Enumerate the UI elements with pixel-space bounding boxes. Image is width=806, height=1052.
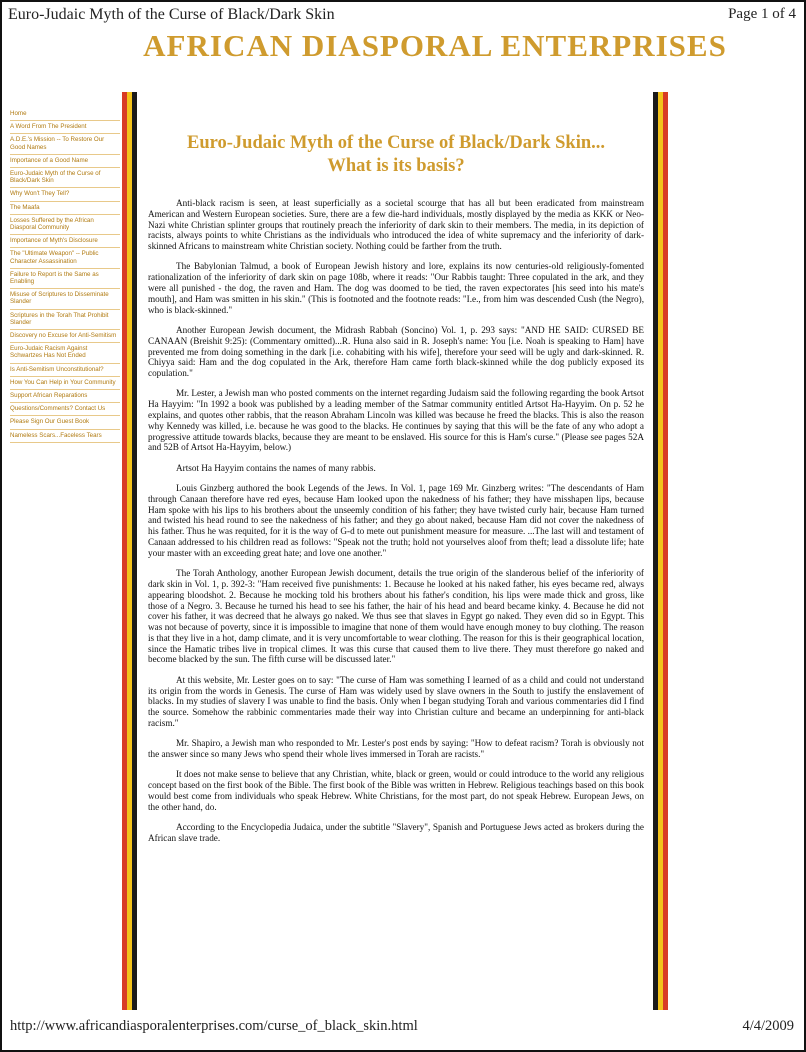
nav-link[interactable]: Importance of Myth's Disclosure [10,235,120,248]
article-paragraph: At this website, Mr. Lester goes on to say: "The curse of Ham was something I learned of as a child and could not understand its origin from the words in Genesis. The curse of Ham was widely used by slave owners in the South to justify the enslavement of blacks. In my studies of slavery I was unable to find the basis. Only when I began studying Torah and various commentaries did I find the source. Somehow the rabbinic commentaries made their way into Christian culture and became an underpinning for anti-black racism." [148,674,644,728]
print-header-title: Euro-Judaic Myth of the Curse of Black/Dark Skin [8,6,335,23]
article-paragraph: Louis Ginzberg authored the book Legends of the Jews. In Vol. 1, page 169 Mr. Ginzberg writes: "The descendants of Ham through Canaan therefore have red eyes, because Ham looked upon the nakedness of his father; they have misshapen lips, because Ham spoke with his lips to his brothers about the unseemly condition of his father; they have twisted curly hair, because Ham turned and twisted his head round to see the nakedness of his father; and they go about naked, because Ham did not cover the nakedness of his father. Thus he was requited, for it is the way of G-d to mete out punishment measure for measure. ...The last will and testament of Canaan addressed to his children read as follows: "Speak not the truth; hold not yourselves aloof from theft; lead a dissolute life; hate your master with an exceeding great hate; and love one another." [148,483,644,558]
nav-link[interactable]: Is Anti-Semitism Unconstitutional? [10,364,120,377]
article-paragraph: Artsot Ha Hayyim contains the names of many rabbis. [176,462,376,473]
nav-link[interactable]: Importance of a Good Name [10,155,120,168]
nav-link[interactable]: Support African Reparations [10,390,120,403]
frame-stripe-black-left [132,92,137,1010]
article-paragraph: According to the Encyclopedia Judaica, under the subtitle "Slavery", Spanish and Portuguese Jews acted as brokers during the African slave trade. [148,822,644,843]
nav-link[interactable]: Home [10,108,120,121]
article-body [148,198,644,844]
site-title: AFRICAN DIASPORAL ENTERPRISES [143,28,727,63]
nav-link[interactable]: A Word From The President [10,121,120,134]
article-title-line1: Euro-Judaic Myth of the Curse of Black/Dark Skin... [187,133,605,153]
article-paragraph: Another European Jewish document, the Midrash Rabbah (Soncino) Vol. 1, p. 293 says: "AND HE SAID: CURSED BE CANAAN (Breishit 9:25): (Commentary omitted)...R. Huna also said in R. Joseph's name: You [i.e. Noah is speaking to Ham] have prevented me from doing something in the dark [i.e. cohabiting with his wife], therefore your seed will be ugly and dark-skinned. R. Chiyya said: Ham and the dog copulated in the Ark, therefore Ham came forth black-skinned while the dog publicly exposed its copulation." [148,324,644,379]
article-paragraph: Anti-black racism is seen, at least superficially as a societal scourge that has all but been eradicated from mainstream American and Western European societies. Sure, there are a few die-hard individuals, mostly displayed by the media as KKK or Neo-Nazi white Christian splinter groups that routinely preach the inferiority of dark skin to their members. The media, in its depiction of racists, always points to white Christians as the individuals who introduced the idea of white supremacy and the inferiority of dark-skinned Africans to mainstream white Christian society. Nothing could be farther from the truth. [148,198,644,252]
article-content [148,98,644,1008]
nav-link[interactable]: The "Ultimate Weapon" -- Public Character Assassination [10,248,120,268]
nav-link[interactable]: Euro-Judaic Myth of the Curse of Black/Dark Skin [10,168,120,188]
frame-stripe-red-right [663,92,668,1010]
article-paragraph: Mr. Lester, a Jewish man who posted comments on the internet regarding Judaism said the following regarding the book Artsot Ha Hayyim: "In 1992 a book was published by a leading member of the Satmar community entitled Artsot Ha-Hayyim. On p. 52 he explains, and quotes other rabbis, that the reason Abraham Lincoln was killed was because he freed the blacks. This is also the reason why Kennedy was killed, i.e. because he was good to the blacks. He continues by saying that this will be the fate of any who adopt a progressive attitude towards blacks, because they are meant to be enslaved. His source for this is Ham's curse." (Please see pages 52A and 52B of Artsot Ha-Hayyim, below.) [148,388,644,453]
nav-link[interactable]: Discovery no Excuse for Anti-Semitism [10,330,120,343]
nav-link[interactable]: How You Can Help in Your Community [10,377,120,390]
nav-link[interactable]: Scriptures in the Torah That Prohibit Slander [10,310,120,330]
print-footer-date: 4/4/2009 [742,1018,794,1034]
print-page-number: Page 1 of 4 [728,6,796,22]
nav-link[interactable]: Please Sign Our Guest Book [10,416,120,429]
nav-link[interactable]: A.D.E.'s Mission -- To Restore Our Good Names [10,134,120,154]
article-paragraph: The Babylonian Talmud, a book of European Jewish history and lore, explains its now centuries-old religiously-fomented rationalization of the inferiority of dark skin on page 108b, where it reads: "Our Rabbis taught: Three copulated in the ark, and they were all punished - the dog, the raven and Ham. The dog was doomed to be tied, the raven expectorates [his seed into his mate's mouth], and Ham was smitten in his skin." (This is footnoted and the footnote reads: "I.e., from him was descended Cush (the Negro), who is black-skinned." [148,261,644,315]
nav-link[interactable]: Losses Suffered by the African Diasporal Community [10,215,120,235]
nav-link[interactable]: Why Won't They Tell? [10,188,120,201]
nav-link[interactable]: Euro-Judaic Racism Against Schwartzes Has Not Ended [10,343,120,363]
print-footer-url: http://www.africandiasporalenterprises.com/curse_of_black_skin.html [10,1018,418,1034]
article-paragraph: It does not make sense to believe that any Christian, white, black or green, would or could introduce to the world any religious concept based on the first book of the Bible. The first book of the Bible was written in Hebrew. Religious teachings based on this book would best come from individuals who speak Hebrew. White Christians, for the most part, do not speak Hebrew. European Jews, on the other hand, do. [148,769,644,812]
nav-link[interactable]: Nameless Scars...Faceless Tears [10,430,120,443]
article-title-line2: What is its basis? [327,156,465,176]
nav-link[interactable]: Questions/Comments? Contact Us [10,403,120,416]
nav-link[interactable]: Misuse of Scriptures to Disseminate Slander [10,289,120,309]
nav-link[interactable]: The Maafa [10,202,120,215]
article-paragraph: Mr. Shapiro, a Jewish man who responded to Mr. Lester's post ends by saying: "How to defeat racism? Torah is obviously not the answer since so many Jews who spend their whole lives immersed in Torah are racists." [148,738,644,760]
nav-link[interactable]: Failure to Report is the Same as Enabling [10,269,120,289]
article-paragraph: The Torah Anthology, another European Jewish document, details the true origin of the slanderous belief of the inferiority of dark skin in Vol. 1, p. 392-3: "Ham received five punishments: 1. Because he looked at his naked father, his eyes became red, always appearing bloodshot. 2. Because he mocking told his brothers about his father's condition, his lips were made thick and gross, like those of a Negro. 3. Because he turned his head to see his father, the hair of his head and beard became kinky. 4. Because he did not cover his father, it was decreed that he always go naked. We thus see that slaves in Egypt go naked. They even did so in Egypt. This was not because of poverty, since it is impossible to imagine that none of them would have enough money to buy clothing. The reason is that they live in a hot, damp climate, and it is very uncomfortable to wear clothing. The reason for this is their geographical location, since the Hamatic tribes live in tropical climes. It was this curse that caused them to live there. They must therefore go naked and become blacked by the sun. The fifth curse will be discussed later." [148,568,644,665]
article-title [148,132,644,178]
sidebar-nav [10,108,120,443]
